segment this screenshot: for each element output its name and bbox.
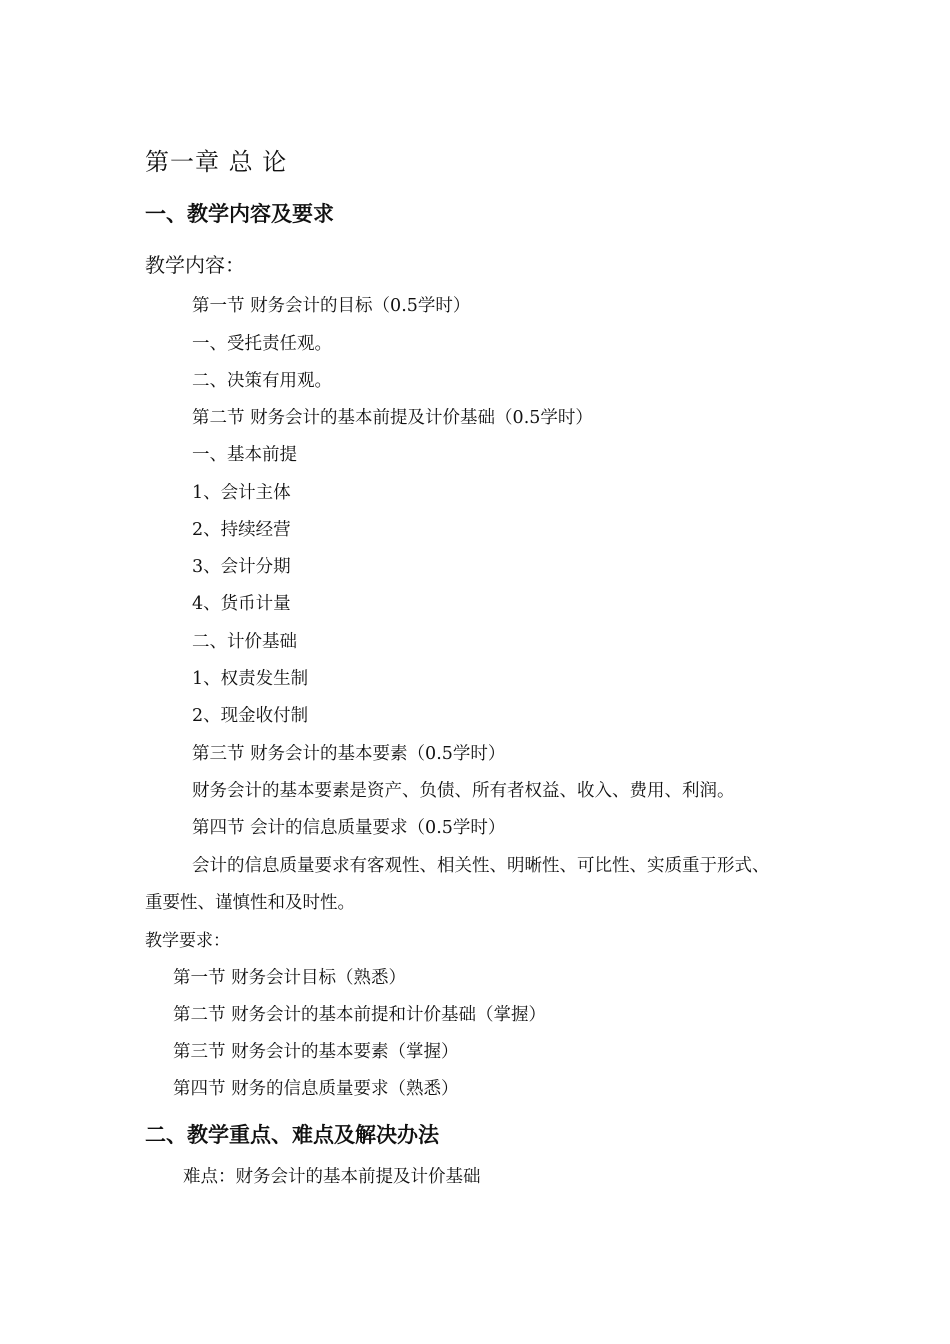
requirement-line: 第一节 财务会计目标（熟悉） (173, 968, 407, 988)
content-line: 3、会计分期 (192, 557, 291, 577)
content-line: 财务会计的基本要素是资产、负债、所有者权益、收入、费用、利润。 (192, 781, 735, 801)
teaching-requirements-label: 教学要求： (145, 931, 230, 951)
content-line: 1、权责发生制 (192, 669, 309, 689)
content-line-wrap: 重要性、谨慎性和及时性。 (145, 893, 355, 913)
content-line: 二、决策有用观。 (192, 371, 332, 391)
content-line: 第三节 财务会计的基本要素（0.5学时） (192, 744, 506, 764)
content-line: 第一节 财务会计的目标（0.5学时） (192, 296, 471, 316)
difficulty-line: 难点：财务会计的基本前提及计价基础 (183, 1167, 481, 1187)
teaching-content-label: 教学内容： (145, 253, 245, 277)
requirement-line: 第二节 财务会计的基本前提和计价基础（掌握） (173, 1005, 547, 1025)
content-line: 2、持续经营 (192, 520, 291, 540)
content-line: 二、计价基础 (192, 632, 297, 652)
chapter-title: 第一章 总 论 (145, 148, 288, 176)
requirement-line: 第四节 财务的信息质量要求（熟悉） (173, 1079, 459, 1099)
content-line: 一、基本前提 (192, 445, 297, 465)
requirement-line: 第三节 财务会计的基本要素（掌握） (173, 1042, 459, 1062)
section-heading-key-points: 二、教学重点、难点及解决办法 (145, 1123, 439, 1147)
content-line: 第四节 会计的信息质量要求（0.5学时） (192, 818, 506, 838)
content-line: 4、货币计量 (192, 594, 291, 614)
content-line: 一、受托责任观。 (192, 334, 332, 354)
section-heading-teaching-content: 一、教学内容及要求 (145, 202, 334, 226)
content-line: 会计的信息质量要求有客观性、相关性、明晰性、可比性、实质重于形式、 (192, 856, 770, 876)
content-line: 2、现金收付制 (192, 706, 309, 726)
content-line: 1、会计主体 (192, 483, 291, 503)
content-line: 第二节 财务会计的基本前提及计价基础（0.5学时） (192, 408, 593, 428)
